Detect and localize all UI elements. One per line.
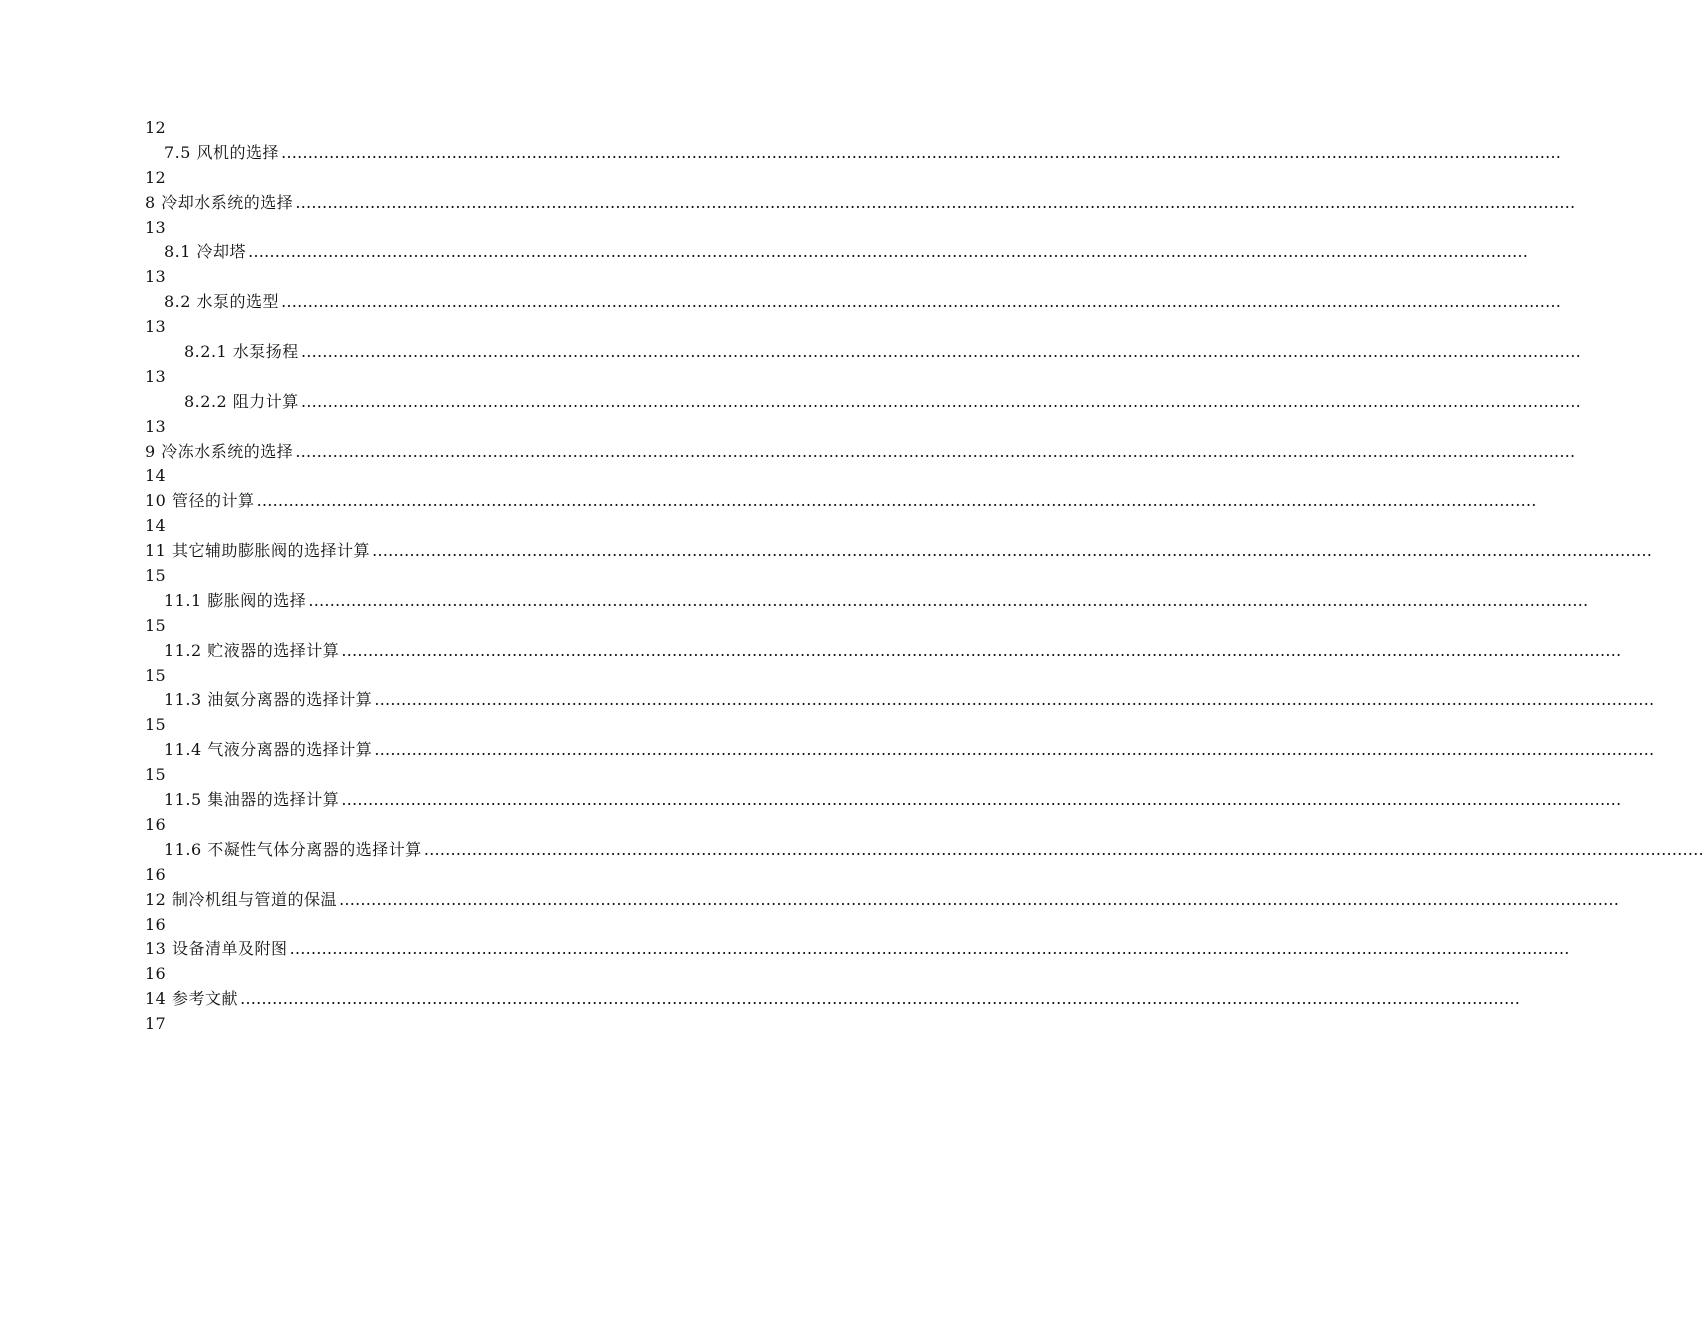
toc-entry[interactable] [145, 191, 1576, 216]
toc-entry-title: 11.2 贮液器的选择计算 [164, 640, 340, 660]
toc-entry[interactable] [145, 290, 1562, 315]
dot-leader: …………………………………………………………………………………………………………………………………………………………………………………………………………………… [281, 292, 1562, 312]
toc-entry-title: 11.1 膨胀阀的选择 [164, 590, 307, 610]
toc-entry[interactable] [145, 390, 1581, 415]
toc-entry-page-number: 13 [145, 416, 166, 436]
toc-entry-page-number: 15 [145, 615, 166, 635]
toc-entry-title: 11.3 油氨分离器的选择计算 [164, 690, 373, 710]
toc-entry[interactable] [145, 937, 1570, 962]
toc-entry-title: 11.4 气液分离器的选择计算 [164, 740, 373, 760]
dot-leader: …………………………………………………………………………………………………………………………………………………………………………………………………………………… [371, 541, 1652, 561]
toc-entry[interactable] [145, 888, 1619, 913]
toc-entry-page-number: 13 [145, 267, 166, 287]
dot-leader: …………………………………………………………………………………………………………………………………………………………………………………………………………………… [423, 839, 1704, 859]
dot-leader: …………………………………………………………………………………………………………………………………………………………………………………………………………………… [308, 590, 1589, 610]
toc-entry-page-number: 16 [145, 814, 166, 834]
toc-entry[interactable] [145, 589, 1589, 614]
toc-entry-page-number: 14 [145, 466, 166, 486]
toc-entry-title: 14 参考文献 [145, 989, 238, 1009]
toc-entry-page-number: 15 [145, 566, 166, 586]
toc-entry[interactable] [145, 141, 1562, 166]
dot-leader: …………………………………………………………………………………………………………………………………………………………………………………………………………………… [374, 690, 1655, 710]
dot-leader: …………………………………………………………………………………………………………………………………………………………………………………………………………………… [338, 889, 1619, 909]
toc-entry-title: 8 冷却水系统的选择 [145, 192, 294, 212]
toc-entry[interactable] [145, 639, 1622, 664]
toc-entry[interactable] [145, 788, 1622, 813]
toc-entry-title: 11.6 不凝性气体分离器的选择计算 [164, 839, 422, 859]
toc-entry-page-number: 12 [145, 167, 166, 187]
toc-entry-title: 8.1 冷却塔 [164, 242, 247, 262]
toc-entry[interactable] [145, 838, 1704, 863]
toc-entry-page-number: 16 [145, 964, 166, 984]
dot-leader: …………………………………………………………………………………………………………………………………………………………………………………………………………………… [341, 640, 1622, 660]
toc-entry[interactable] [145, 489, 1537, 514]
toc-entry-title: 11 其它辅助膨胀阀的选择计算 [145, 541, 370, 561]
dot-leader: …………………………………………………………………………………………………………………………………………………………………………………………………………………… [374, 740, 1655, 760]
page-number: 12 [145, 118, 166, 137]
toc-entry[interactable] [145, 340, 1581, 365]
toc-entry-title: 8.2 水泵的选型 [164, 292, 280, 312]
dot-leader: …………………………………………………………………………………………………………………………………………………………………………………………………………………… [300, 342, 1581, 362]
toc-entry-page-number: 17 [145, 1014, 166, 1034]
dot-leader: …………………………………………………………………………………………………………………………………………………………………………………………………………………… [300, 391, 1581, 411]
toc-entry-page-number: 13 [145, 317, 166, 337]
toc-entry-page-number: 15 [145, 715, 166, 735]
toc-entry[interactable] [145, 240, 1529, 265]
toc-entry-page-number: 15 [145, 665, 166, 685]
toc-entry-title: 10 管径的计算 [145, 491, 255, 511]
toc-entry-page-number: 15 [145, 765, 166, 785]
toc-entry-page-number: 14 [145, 516, 166, 536]
table-of-contents [145, 116, 1704, 1037]
toc-entry[interactable] [145, 688, 1655, 713]
toc-entry[interactable] [145, 440, 1576, 465]
toc-entries [145, 141, 1704, 1037]
dot-leader: …………………………………………………………………………………………………………………………………………………………………………………………………………………… [239, 989, 1520, 1009]
toc-entry-title: 7.5 风机的选择 [164, 142, 280, 162]
toc-entry-title: 13 设备清单及附图 [145, 939, 288, 959]
toc-entry[interactable] [145, 738, 1655, 763]
toc-entry-page-number: 16 [145, 864, 166, 884]
toc-entry-page-number: 13 [145, 217, 166, 237]
toc-entry-page-number: 13 [145, 366, 166, 386]
dot-leader: …………………………………………………………………………………………………………………………………………………………………………………………………………………… [281, 142, 1562, 162]
toc-entry-title: 12 制冷机组与管道的保温 [145, 889, 337, 909]
dot-leader: …………………………………………………………………………………………………………………………………………………………………………………………………………………… [295, 441, 1576, 461]
toc-entry-title: 8.2.1 水泵扬程 [184, 342, 299, 362]
toc-entry-title: 9 冷冻水系统的选择 [145, 441, 294, 461]
toc-entry[interactable] [145, 539, 1652, 564]
dot-leader: …………………………………………………………………………………………………………………………………………………………………………………………………………………… [295, 192, 1576, 212]
dot-leader: …………………………………………………………………………………………………………………………………………………………………………………………………………………… [341, 790, 1622, 810]
toc-entry-title: 8.2.2 阻力计算 [184, 391, 299, 411]
dot-leader: …………………………………………………………………………………………………………………………………………………………………………………………………………………… [248, 242, 1529, 262]
dot-leader: …………………………………………………………………………………………………………………………………………………………………………………………………………………… [289, 939, 1570, 959]
dot-leader: …………………………………………………………………………………………………………………………………………………………………………………………………………………… [256, 491, 1537, 511]
toc-entry-page-number: 16 [145, 914, 166, 934]
toc-entry-title: 11.5 集油器的选择计算 [164, 790, 340, 810]
toc-entry[interactable] [145, 987, 1520, 1012]
